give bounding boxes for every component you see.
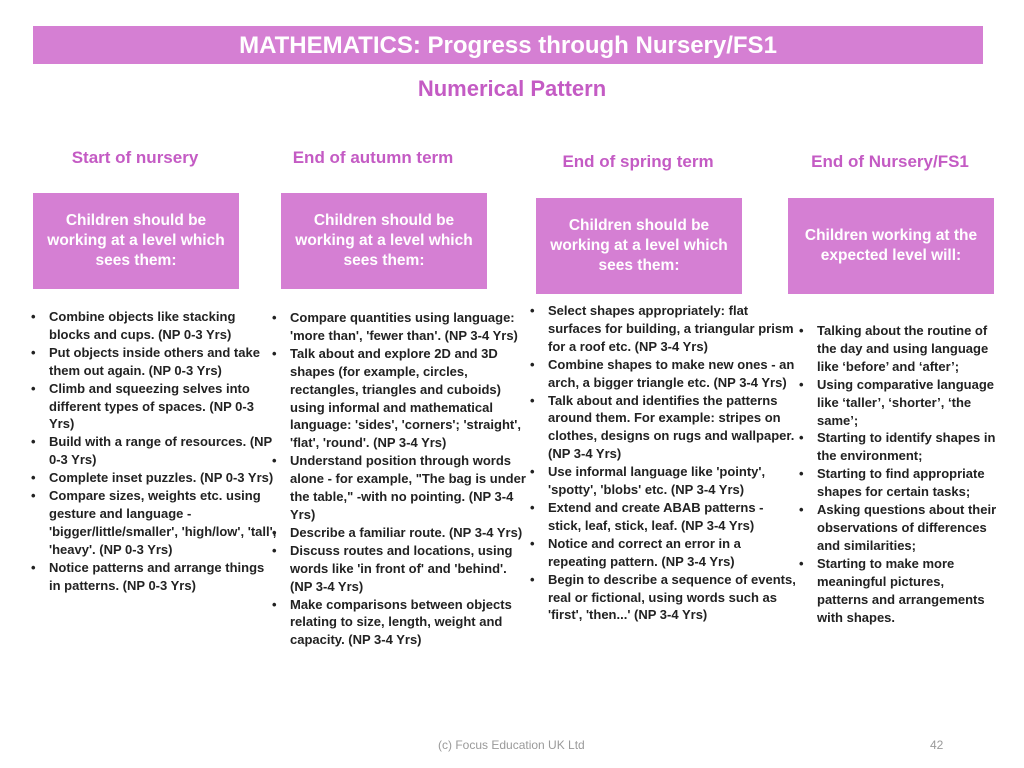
list-item: • Using comparative language like ‘taller’, ‘shorter’, ‘the same’; bbox=[817, 376, 997, 430]
list-item: • Make comparisons between objects relating to size, length, weight and capacity. (NP 3-4 Yrs) bbox=[290, 596, 528, 650]
title-banner: MATHEMATICS: Progress through Nursery/FS1 bbox=[33, 26, 983, 64]
level-box-end-of-nursery-fs1: Children working at the expected level will: bbox=[788, 198, 994, 294]
list-item: • Combine objects like stacking blocks and cups. (NP 0-3 Yrs) bbox=[49, 308, 277, 344]
list-item: • Compare sizes, weights etc. using gesture and language - 'bigger/little/smaller', 'high/low', 'tall', 'heavy'. (NP 0-3 Yrs) bbox=[49, 487, 277, 559]
bullet-list-end-of-nursery-fs1 bbox=[799, 322, 997, 626]
list-item: • Put objects inside others and take them out again. (NP 0-3 Yrs) bbox=[49, 344, 277, 380]
list-item: • Begin to describe a sequence of events, real or fictional, using words such as 'first', 'then...' (NP 3-4 Yrs) bbox=[548, 571, 796, 625]
heading-end-of-spring-term: End of spring term bbox=[562, 152, 714, 171]
list-item: • Build with a range of resources. (NP 0-3 Yrs) bbox=[49, 433, 277, 469]
list-item: • Asking questions about their observations of differences and similarities; bbox=[817, 501, 997, 555]
list-item: • Starting to identify shapes in the environment; bbox=[817, 429, 997, 465]
list-item: • Describe a familiar route. (NP 3-4 Yrs) bbox=[290, 524, 528, 542]
heading-end-of-autumn-term: End of autumn term bbox=[292, 148, 454, 167]
list-item: • Notice and correct an error in a repeating pattern. (NP 3-4 Yrs) bbox=[548, 535, 796, 571]
list-item: • Talk about and explore 2D and 3D shapes (for example, circles, rectangles, triangles and cuboids) using informal and mathematical language: 'sides', 'corners'; 'straight', 'flat', 'round'. (NP 3-4 Yrs) bbox=[290, 345, 528, 452]
list-item: • Understand position through words alone - for example, "The bag is under the table," -with no pointing. (NP 3-4 Yrs) bbox=[290, 452, 528, 524]
list-item: • Extend and create ABAB patterns - stick, leaf, stick, leaf. (NP 3-4 Yrs) bbox=[548, 499, 796, 535]
list-item: • Starting to make more meaningful pictures, patterns and arrangements with shapes. bbox=[817, 555, 997, 627]
level-box-start-of-nursery: Children should be working at a level which sees them: bbox=[33, 193, 239, 289]
heading-start-of-nursery: Start of nursery bbox=[71, 148, 199, 167]
list-item: • Talk about and identifies the patterns around them. For example: stripes on clothes, designs on rugs and wallpaper. (NP 3-4 Yrs) bbox=[548, 392, 796, 464]
level-box-end-of-spring-term: Children should be working at a level which sees them: bbox=[536, 198, 742, 294]
list-item: • Talking about the routine of the day and using language like ‘before’ and ‘after’; bbox=[817, 322, 997, 376]
list-item: • Combine shapes to make new ones - an arch, a bigger triangle etc. (NP 3-4 Yrs) bbox=[548, 356, 796, 392]
list-item: • Discuss routes and locations, using words like 'in front of' and 'behind'. (NP 3-4 Yrs) bbox=[290, 542, 528, 596]
list-item: • Compare quantities using language: 'more than', 'fewer than'. (NP 3-4 Yrs) bbox=[290, 309, 528, 345]
page-subtitle: Numerical Pattern bbox=[417, 76, 607, 101]
heading-end-of-nursery-fs1: End of Nursery/FS1 bbox=[811, 152, 969, 171]
list-item: • Starting to find appropriate shapes for certain tasks; bbox=[817, 465, 997, 501]
list-item: • Select shapes appropriately: flat surfaces for building, a triangular prism for a roof etc. (NP 3-4 Yrs) bbox=[548, 302, 796, 356]
level-box-end-of-autumn-term: Children should be working at a level which sees them: bbox=[281, 193, 487, 289]
bullet-list-end-of-autumn-term bbox=[272, 309, 528, 649]
bullet-list-end-of-spring-term bbox=[530, 302, 796, 624]
list-item: • Climb and squeezing selves into different types of spaces. (NP 0-3 Yrs) bbox=[49, 380, 277, 434]
list-item: • Complete inset puzzles. (NP 0-3 Yrs) bbox=[49, 469, 277, 487]
bullet-list-start-of-nursery bbox=[31, 308, 277, 595]
copyright-footer: (c) Focus Education UK Ltd bbox=[438, 738, 585, 752]
list-item: • Use informal language like 'pointy', 'spotty', 'blobs' etc. (NP 3-4 Yrs) bbox=[548, 463, 796, 499]
page-number: 42 bbox=[930, 738, 944, 752]
list-item: • Notice patterns and arrange things in patterns. (NP 0-3 Yrs) bbox=[49, 559, 277, 595]
